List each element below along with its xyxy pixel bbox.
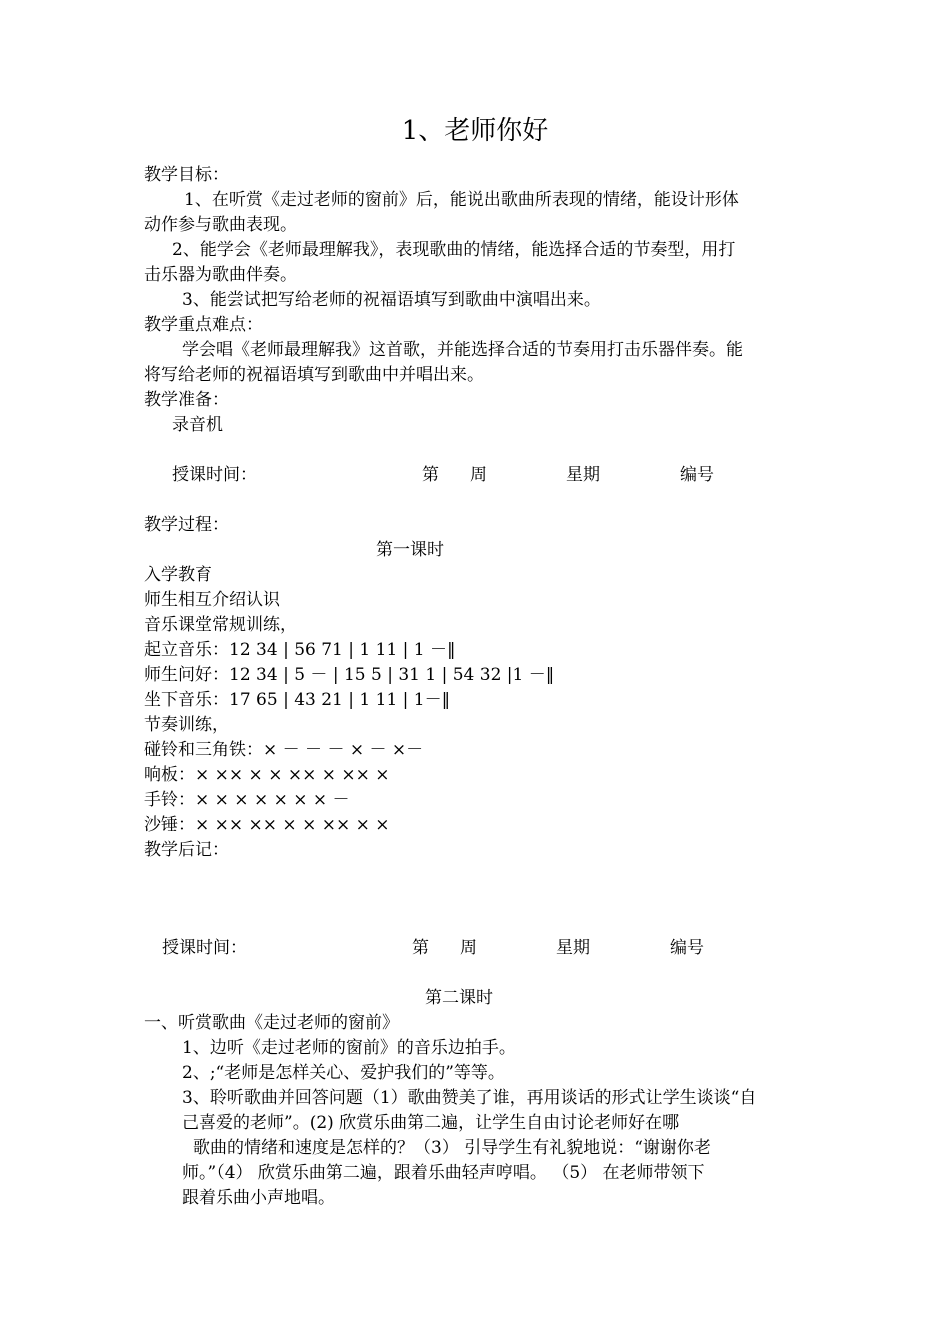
lesson-1-item: 沙锤：× ×× ×× × × ×× × × [144, 815, 390, 835]
schedule-week-prefix: 第 [412, 938, 429, 958]
lesson-1-item: 节奏训练， [144, 715, 229, 735]
lesson-2-step-3-line-5: 跟着乐曲小声地唱。 [182, 1188, 335, 1208]
lesson-1-item: 响板：× ×× × × ×× × ×× × [144, 765, 390, 785]
goal-3: 3、能尝试把写给老师的祝福语填写到歌曲中演唱出来。 [182, 290, 601, 310]
lesson-2-heading: 第二课时 [425, 988, 493, 1008]
key-points-line-1: 学会唱《老师最理解我》这首歌，并能选择合适的节奏用打击乐器伴奏。能 [182, 340, 743, 360]
lesson-1-heading: 第一课时 [376, 540, 444, 560]
key-points-heading: 教学重点难点： [144, 315, 263, 335]
goal-1-line-1: 1、在听赏《走过老师的窗前》后，能说出歌曲所表现的情绪，能设计形体 [184, 190, 739, 210]
lesson-2-step-1: 1、边听《走过老师的窗前》的音乐边拍手。 [182, 1038, 516, 1058]
schedule-number: 编号 [670, 938, 704, 958]
lesson-1-item: 音乐课堂常规训练， [144, 615, 297, 635]
lesson-2-step-3-line-4: 师。”（4） 欣赏乐曲第二遍，跟着乐曲轻声哼唱。 （5） 在老师带领下 [182, 1163, 705, 1183]
key-points-line-2: 将写给老师的祝福语填写到歌曲中并唱出来。 [144, 365, 484, 385]
lesson-1-item: 坐下音乐：17 65 | 43 21 | 1 11 | 1－‖ [144, 690, 451, 710]
lesson-2-section-1: 一、听赏歌曲《走过老师的窗前》 [144, 1013, 399, 1033]
lesson-1-item: 师生相互介绍认识 [144, 590, 280, 610]
lesson-1-item: 入学教育 [144, 565, 212, 585]
schedule-week-prefix: 第 [422, 465, 439, 485]
process-heading: 教学过程： [144, 515, 229, 535]
lesson-1-item: 教学后记： [144, 840, 229, 860]
lesson-2-step-2: 2、;“老师是怎样关心、爱护我们的”等等。 [182, 1063, 505, 1083]
goals-heading: 教学目标： [144, 165, 229, 185]
lesson-1-item: 手铃：× × × × × × × － [144, 790, 350, 810]
goal-1-line-2: 动作参与歌曲表现。 [144, 215, 297, 235]
preparation-item: 录音机 [172, 415, 223, 435]
lesson-2-step-3-line-1: 3、聆听歌曲并回答问题（1）歌曲赞美了谁，再用谈话的形式让学生谈谈“自 [182, 1088, 757, 1108]
lesson-2-step-3-line-2: 己喜爱的老师”。(2) 欣赏乐曲第二遍，让学生自由讨论老师好在哪 [182, 1113, 680, 1133]
preparation-heading: 教学准备： [144, 390, 229, 410]
schedule-week-suffix: 周 [470, 465, 487, 485]
lesson-1-item: 师生问好：12 34 | 5 － | 15 5 | 31 1 | 54 32 |1 －‖ [144, 665, 555, 685]
schedule-time-label: 授课时间： [162, 938, 247, 958]
goal-2-line-1: 2、能学会《老师最理解我》，表现歌曲的情绪，能选择合适的节奏型，用打 [172, 240, 736, 260]
schedule-weekday: 星期 [556, 938, 590, 958]
schedule-weekday: 星期 [566, 465, 600, 485]
lesson-1-item: 起立音乐：12 34 | 56 71 | 1 11 | 1 －‖ [144, 640, 456, 660]
schedule-week-suffix: 周 [460, 938, 477, 958]
lesson-2-step-3-line-3: 歌曲的情绪和速度是怎样的？（3） 引导学生有礼貌地说：“谢谢你老 [193, 1138, 711, 1158]
goal-2-line-2: 击乐器为歌曲伴奏。 [144, 265, 297, 285]
schedule-time-label: 授课时间： [172, 465, 257, 485]
lesson-1-item: 碰铃和三角铁：× － － － × － ×－ [144, 740, 424, 760]
schedule-number: 编号 [680, 465, 714, 485]
page-title: 1、老师你好 [401, 116, 549, 146]
